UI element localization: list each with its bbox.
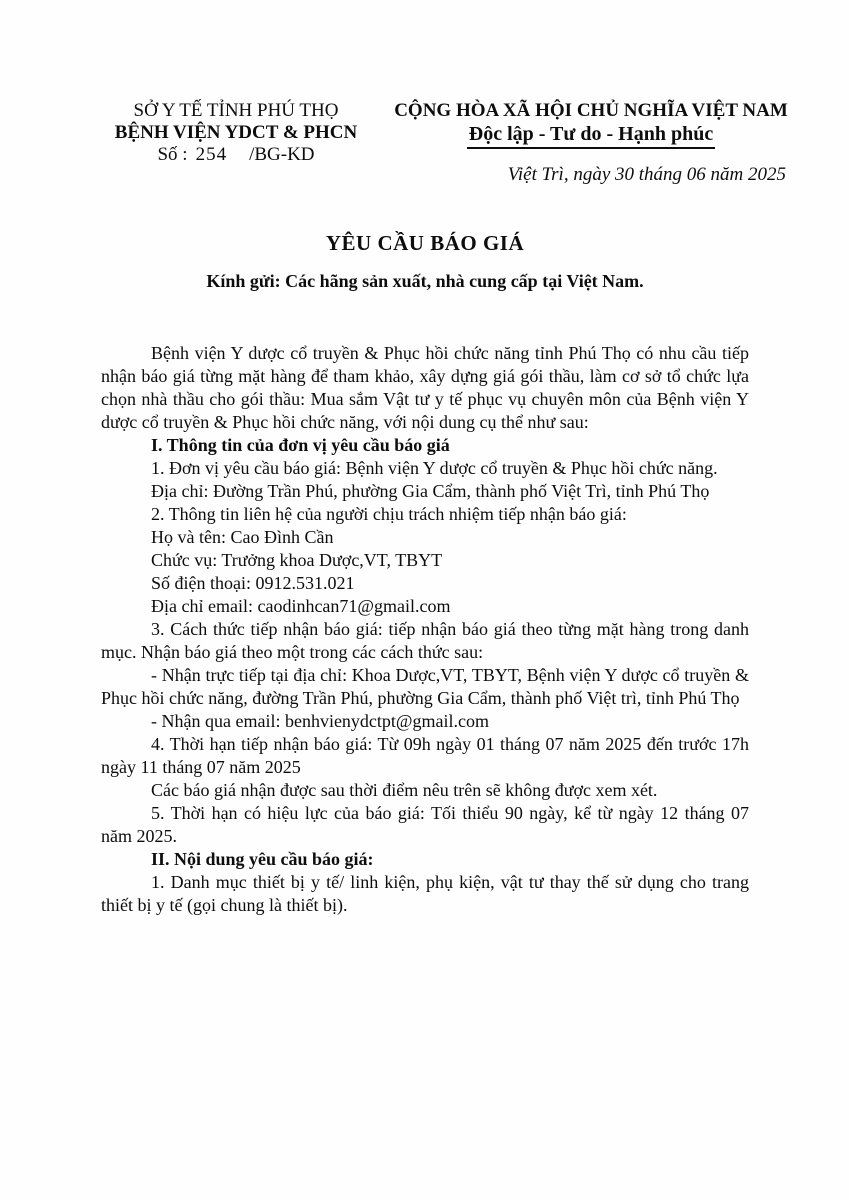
national-header-block: [386, 100, 796, 186]
document-body: [101, 342, 749, 917]
paragraph-item-list: 1. Danh mục thiết bị y tế/ linh kiện, phụ kiện, vật tư thay thế sử dụng cho trang thiết bị y tế (gọi chung là thiết bị).: [101, 872, 749, 915]
paragraph-contact-position: Chức vụ: Trưởng khoa Dược,VT, TBYT: [151, 550, 443, 570]
document-content: [101, 231, 749, 917]
document-salutation: Kính gửi: Các hãng sản xuất, nhà cung cấp tại Việt Nam.: [206, 271, 644, 291]
document-number-line: [86, 144, 386, 166]
place-and-date: Việt Trì, ngày 30 tháng 06 năm 2025: [507, 164, 786, 185]
org-name: BỆNH VIỆN YDCT & PHCN: [114, 122, 358, 143]
document-header: [0, 100, 849, 186]
paragraph-receive-email: - Nhận qua email: benhvienydctpt@gmail.com: [151, 711, 489, 731]
paragraph-contact-intro: 2. Thông tin liên hệ của người chịu trách nhiệm tiếp nhận báo giá:: [151, 504, 627, 524]
paragraph-deadline: 4. Thời hạn tiếp nhận báo giá: Từ 09h ngày 01 tháng 07 năm 2025 đến trước 17h ngày 11 tháng 07 năm 2025: [101, 734, 749, 777]
paragraph-intro: Bệnh viện Y dược cổ truyền & Phục hồi chức năng tỉnh Phú Thọ có nhu cầu tiếp nhận báo giá từng mặt hàng để tham khảo, xây dựng giá gói thầu, làm cơ sở tổ chức lựa chọn nhà thầu cho gói thầu: Mua sắm Vật tư y tế phục vụ chuyên môn của Bệnh viện Y dược cổ truyền & Phục hồi chức năng, với nội dung cụ thể như sau:: [101, 343, 749, 432]
paragraph-contact-name: Họ và tên: Cao Đình Cần: [151, 527, 334, 547]
paragraph-contact-phone: Số điện thoại: 0912.531.021: [151, 573, 355, 593]
document-number-label: Số :: [157, 144, 188, 165]
national-motto-wrap: [386, 122, 796, 149]
section-heading-2: II. Nội dung yêu cầu báo giá:: [151, 849, 374, 869]
section-heading-1: I. Thông tin của đơn vị yêu cầu báo giá: [151, 435, 450, 455]
document-number-value: 254: [195, 144, 228, 165]
parent-org-name: SỞ Y TẾ TỈNH PHÚ THỌ: [133, 100, 339, 121]
paragraph-address: Địa chỉ: Đường Trần Phú, phường Gia Cẩm, thành phố Việt Trì, tỉnh Phú Thọ: [151, 481, 710, 501]
national-title: CỘNG HÒA XÃ HỘI CHỦ NGHĨA VIỆT NAM: [394, 100, 788, 121]
paragraph-late-note: Các báo giá nhận được sau thời điểm nêu trên sẽ không được xem xét.: [151, 780, 658, 800]
paragraph-requesting-unit: 1. Đơn vị yêu cầu báo giá: Bệnh viện Y dược cổ truyền & Phục hồi chức năng.: [151, 458, 718, 478]
paragraph-receive-direct: - Nhận trực tiếp tại địa chỉ: Khoa Dược,VT, TBYT, Bệnh viện Y dược cổ truyền & Phục hồi chức năng, đường Trần Phú, phường Gia Cẩm, thành phố Việt trì, tỉnh Phú Thọ: [101, 665, 749, 708]
paragraph-contact-email: Địa chỉ email: caodinhcan71@gmail.com: [151, 596, 451, 616]
national-motto: Độc lập - Tư do - Hạnh phúc: [467, 123, 715, 149]
paragraph-validity: 5. Thời hạn có hiệu lực của báo giá: Tối thiểu 90 ngày, kể từ ngày 12 tháng 07 năm 2025.: [101, 803, 749, 846]
issuing-org-block: [86, 100, 386, 186]
paragraph-receive-method: 3. Cách thức tiếp nhận báo giá: tiếp nhận báo giá theo từng mặt hàng trong danh mục. Nhận báo giá theo một trong các cách thức sau:: [101, 619, 749, 662]
document-title: YÊU CẦU BÁO GIÁ: [325, 231, 525, 255]
document-number-suffix: /BG-KD: [249, 144, 315, 165]
